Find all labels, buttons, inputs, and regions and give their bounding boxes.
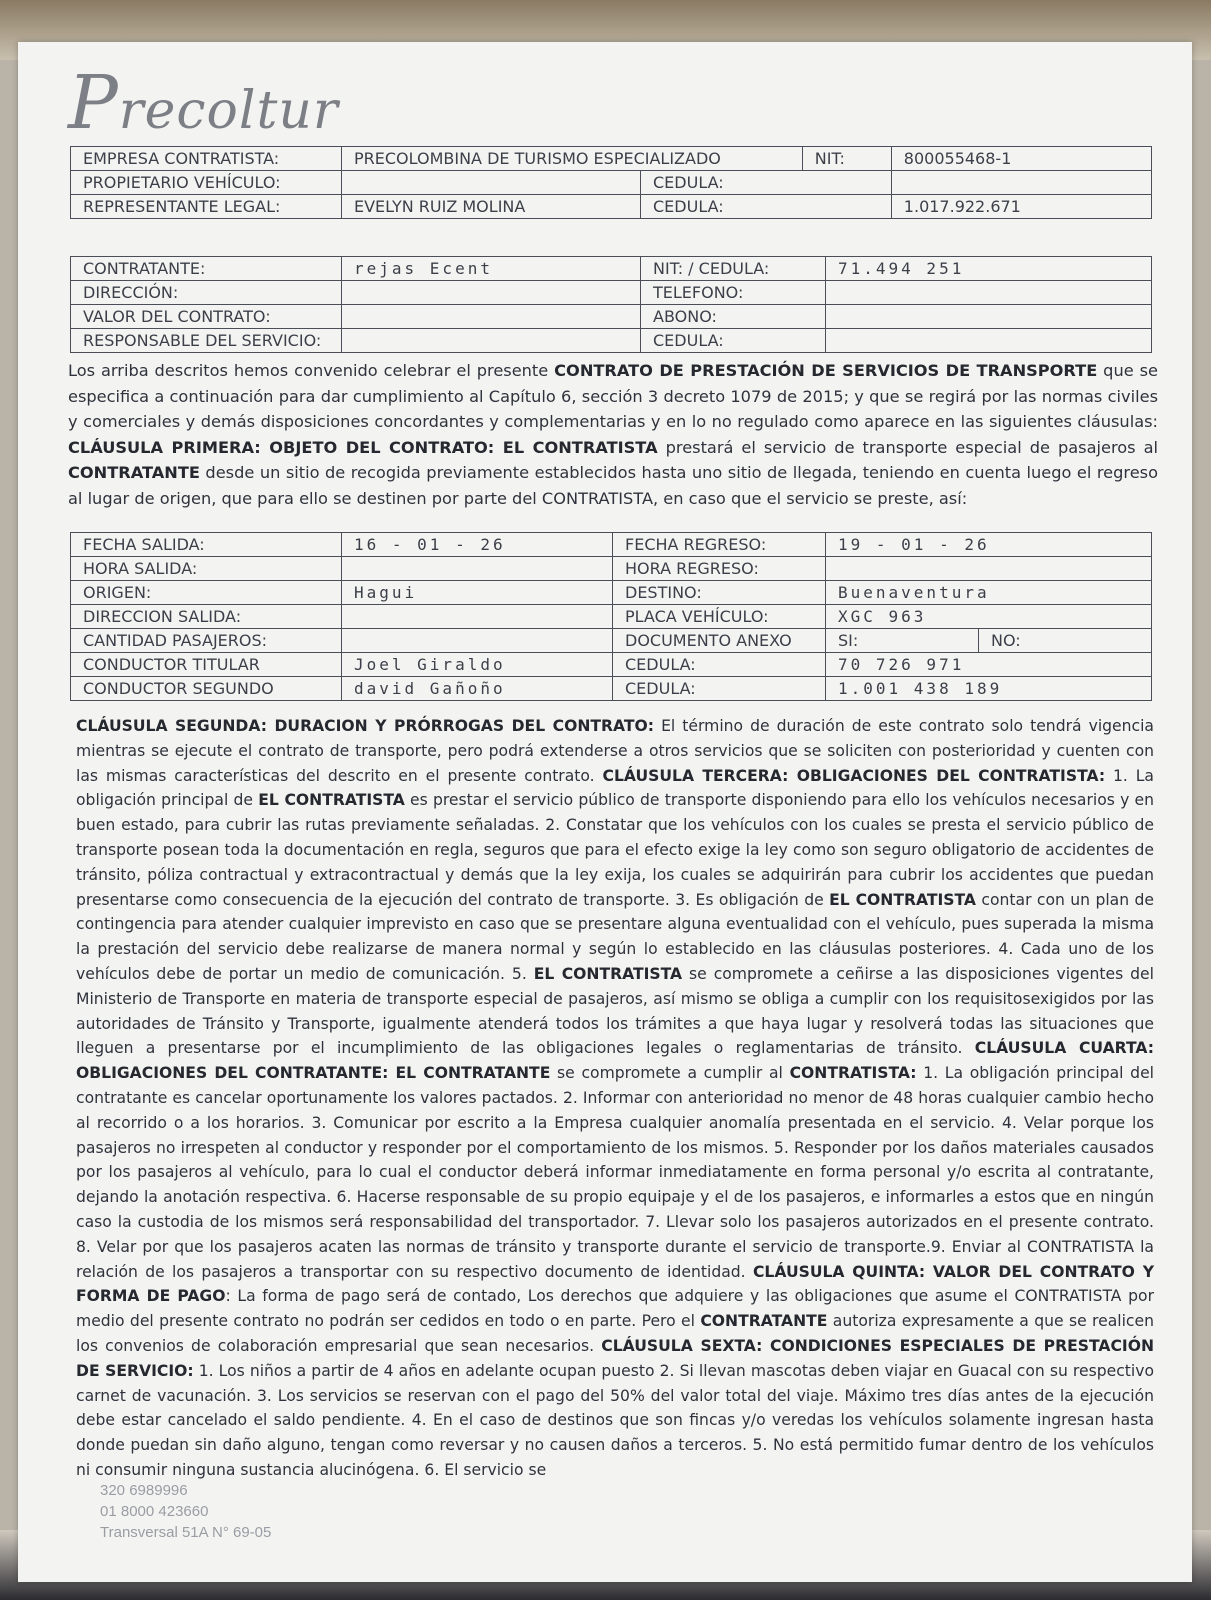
fecha-regreso-label: FECHA REGRESO: — [613, 533, 826, 557]
responsable-cedula-value — [826, 329, 1152, 353]
clause-text-1: El término de duración de este contrato solo tendrá vigencia mientras se ejecute el contrato de transporte, pero podrá extenderse a otros servicios que se soliciten con posterioridad y cuenten con las mismas características del descrito en el presente contrato. — [76, 717, 1154, 785]
origen-value: Hagui — [342, 581, 613, 605]
conductor-segundo-cedula-label: CEDULA: — [613, 677, 826, 701]
clause-text-8: : La forma de pago será de contado, Los derechos que adquiere y las obligaciones que asume el CONTRATISTA por medio del presente contrato no podrán ser cedidos en todo o en parte. Pero el — [76, 1287, 1154, 1331]
clause-text-10: 1. Los niños a partir de 4 años en adelante ocupan puesto 2. Si llevan mascotas deben viajar en Guacal con su respectivo carnet de vacunación. 3. Los servicios se reservan con el pago del 50% del valor total del viaje. Máximo tres días antes de la ejecución debe estar cancelado el saldo pendiente. 4. En el caso de destinos que son fincas y/o veredas los vehículos solamente ingresan hasta donde puedan sin daño alguno, tengan como reversar y no causen daños a terceros. 5. No está permitido fumar dentro de los vehículos ni consumir ninguna sustancia alucinógena. 6. El servicio se — [76, 1361, 1154, 1479]
conductor-titular-label: CONDUCTOR TITULAR — [71, 653, 342, 677]
company-table — [70, 146, 1152, 219]
documento-label: DOCUMENTO ANEXO — [613, 629, 826, 653]
destino-value: Buenaventura — [826, 581, 1152, 605]
abono-value — [826, 305, 1152, 329]
intro-text-1: Los arriba descritos hemos convenido celebrar el presente — [68, 361, 555, 380]
clauses-paragraph — [76, 714, 1154, 1483]
clause-bold-1: CLÁUSULA SEGUNDA: DURACION Y PRÓRROGAS DEL CONTRATO: — [76, 717, 655, 735]
telefono-value — [826, 281, 1152, 305]
cantidad-label: CANTIDAD PASAJEROS: — [71, 629, 342, 653]
footer-phone-2: 01 8000 423660 — [100, 1503, 209, 1520]
telefono-label: TELEFONO: — [641, 281, 826, 305]
empresa-label: EMPRESA CONTRATISTA: — [71, 147, 342, 171]
intro-text-4: desde un sitio de recogida previamente establecidos hasta uno sitio de llegada, teniendo en cuenta luego el regreso al lugar de origen, que para ello se destinen por parte del CONTRATISTA, en caso que el servicio se preste, así: — [68, 463, 1158, 508]
clause-text-9: autoriza expresamente a que se realicen los convenios de colaboración empresarial que sean necesarios. — [76, 1312, 1154, 1355]
hora-salida-value — [342, 557, 613, 581]
fecha-regreso-value: 19 - 01 - 26 — [826, 533, 1152, 557]
clause-text-2: 1. La obligación principal de — [76, 766, 1154, 810]
responsable-label: RESPONSABLE DEL SERVICIO: — [71, 329, 342, 353]
footer-address: Transversal 51A N° 69-05 — [100, 1524, 272, 1541]
direccion-salida-value — [342, 605, 613, 629]
hora-salida-label: HORA SALIDA: — [71, 557, 342, 581]
cedula-label-2: CEDULA: — [641, 195, 892, 219]
trip-table — [70, 532, 1152, 701]
direccion-value — [342, 281, 641, 305]
nit-cedula-label: NIT: / CEDULA: — [641, 257, 826, 281]
client-table — [70, 256, 1152, 353]
intro-bold-1: CONTRATO DE PRESTACIÓN DE SERVICIOS DE TRANSPORTE — [554, 361, 1098, 380]
clause-text-5: se compromete a ceñirse a las disposiciones vigentes del Ministerio de Transporte en materia de transporte especial de pasajeros, así mismo se obliga a cumplir con los requisitosexigidos por las autoridades de Tránsito y Transporte, igualmente atenderá todos los trámites a que haya lugar y resolverá todas las situaciones que lleguen a presentarse por el incumplimiento de las obligaciones legales o reglamentarias de tránsito. — [76, 964, 1154, 1058]
intro-text-2: que se especifica a continuación para dar cumplimiento al Capítulo 6, sección 3 decreto 1079 de 2015; y que se regirá por las normas civiles y comerciales y demás disposiciones concordantes y complementarias y en lo no regulado como aparece en las siguientes cláusulas: — [68, 361, 1158, 431]
clause-text-6: se compromete a cumplir al — [550, 1064, 790, 1083]
clause-bold-5: EL CONTRATISTA — [533, 964, 683, 983]
nit-value: 800055468-1 — [891, 147, 1151, 171]
clause-bold-4: EL CONTRATISTA — [829, 890, 976, 909]
propietario-label: PROPIETARIO VEHÍCULO: — [71, 171, 342, 195]
propietario-value — [342, 171, 641, 195]
clause-bold-3: EL CONTRATISTA — [258, 791, 405, 810]
direccion-label: DIRECCIÓN: — [71, 281, 342, 305]
clause-bold-7: CONTRATISTA: — [789, 1064, 917, 1083]
cedula-value-1 — [891, 171, 1151, 195]
direccion-salida-label: DIRECCION SALIDA: — [71, 605, 342, 629]
clause-bold-9: CONTRATANTE — [700, 1312, 828, 1331]
intro-text-3: prestará el servicio de transporte especial de pasajeros al — [657, 437, 1158, 457]
hora-regreso-value — [826, 557, 1152, 581]
destino-label: DESTINO: — [613, 581, 826, 605]
responsable-cedula-label: CEDULA: — [641, 329, 826, 353]
clause-bold-8: CLÁUSULA QUINTA: VALOR DEL CONTRATO Y FORMA DE PAGO — [76, 1262, 1154, 1306]
origen-label: ORIGEN: — [71, 581, 342, 605]
conductor-segundo-label: CONDUCTOR SEGUNDO — [71, 677, 342, 701]
empresa-value: PRECOLOMBINA DE TURISMO ESPECIALIZADO — [342, 147, 803, 171]
documento-no-label: NO: — [979, 629, 1152, 653]
conductor-segundo-value: david Gañoño — [342, 677, 613, 701]
cedula-label-1: CEDULA: — [641, 171, 892, 195]
contract-sheet — [18, 42, 1192, 1582]
company-logo: Precoltur — [68, 60, 339, 146]
conductor-titular-cedula-label: CEDULA: — [613, 653, 826, 677]
placa-label: PLACA VEHÍCULO: — [613, 605, 826, 629]
conductor-segundo-cedula-value: 1.001 438 189 — [826, 677, 1152, 701]
intro-bold-3: CONTRATANTE — [68, 463, 200, 482]
clause-bold-6: CLÁUSULA CUARTA: OBLIGACIONES DEL CONTRATANTE: EL CONTRATANTE — [76, 1039, 1155, 1083]
contratante-label: CONTRATANTE: — [71, 257, 342, 281]
clause-text-4: contar con un plan de contingencia para atender cualquier imprevisto en caso que se presentare alguna eventualidad con el vehículo, pues superada la misma la prestación del servicio debe realizarse de manera normal y según lo establecido en las cláusulas posteriores. 4. Cada uno de los vehículos debe de portar un medio de comunicación. 5. — [76, 890, 1155, 983]
abono-label: ABONO: — [641, 305, 826, 329]
nit-cedula-value: 71.494 251 — [826, 257, 1152, 281]
responsable-value — [342, 329, 641, 353]
valor-value — [342, 305, 641, 329]
fecha-salida-value: 16 - 01 - 26 — [342, 533, 613, 557]
representante-label: REPRESENTANTE LEGAL: — [71, 195, 342, 219]
clause-text-7: 1. La obligación principal del contratante es cancelar oportunamente los valores pactados. 2. Informar con anterioridad no menor de 48 horas cualquier cambio hecho al recorrido o a los horarios. 3. Comunicar por escrito a la Empresa cualquier anomalía presentada en el servicio. 4. Velar porque los pasajeros no irrespeten al conductor y responder por el comportamiento de los mismos. 5. Responder por los daños materiales causados por los pasajeros al vehículo, para lo cual el conductor deberá informar inmediatamente en forma personal y/o escrita al contratante, dejando la anotación respectiva. 6. Hacerse responsable de su propio equipaje y el de los pasajeros, e informarles a estos que en ningún caso la custodia de los mismos será responsabilidad del transportador. 7. Llevar solo los pasajeros autorizados en el presente contrato. 8. Velar por que los pasajeros acaten las normas de tránsito y transporte durante el servicio de transporte.9. Enviar al CONTRATISTA la relación de los pasajeros a transportar con su respectivo documento de identidad. — [76, 1064, 1154, 1281]
clause-bold-2: CLÁUSULA TERCERA: OBLIGACIONES DEL CONTRATISTA: — [602, 766, 1106, 785]
intro-bold-2: CLÁUSULA PRIMERA: OBJETO DEL CONTRATO: EL CONTRATISTA — [68, 437, 658, 457]
hora-regreso-label: HORA REGRESO: — [613, 557, 826, 581]
placa-value: XGC 963 — [826, 605, 1152, 629]
cedula-value-2: 1.017.922.671 — [891, 195, 1151, 219]
nit-label: NIT: — [802, 147, 891, 171]
conductor-titular-value: Joel Giraldo — [342, 653, 613, 677]
representante-value: EVELYN RUIZ MOLINA — [342, 195, 641, 219]
conductor-titular-cedula-value: 70 726 971 — [826, 653, 1152, 677]
footer-phone-1: 320 6989996 — [100, 1482, 188, 1499]
documento-si-label: SI: — [826, 629, 979, 653]
valor-label: VALOR DEL CONTRATO: — [71, 305, 342, 329]
intro-paragraph — [68, 358, 1158, 511]
cantidad-value — [342, 629, 613, 653]
contratante-value: rejas Ecent — [342, 257, 641, 281]
fecha-salida-label: FECHA SALIDA: — [71, 533, 342, 557]
clause-bold-10: CLÁUSULA SEXTA: CONDICIONES ESPECIALES DE PRESTACIÓN DE SERVICIO: — [76, 1336, 1155, 1380]
contact-footer — [100, 1480, 271, 1543]
clause-text-3: es prestar el servicio público de transporte disponiendo para ello los vehículos necesarios y en buen estado, para cubrir las rutas previamente señaladas. 2. Constatar que los vehículos con los cuales se presta el servicio público de transporte posean toda la documentación en regla, seguros que para el efecto exige la ley como son seguro obligatorio de accidentes de tránsito, póliza contractual y extracontractual y demás que la ley exija, los cuales se adquirirán para cubrir los accidentes que puedan presentarse como consecuencia de la ejecución del contrato de transporte. 3. Es obligación de — [76, 791, 1154, 909]
